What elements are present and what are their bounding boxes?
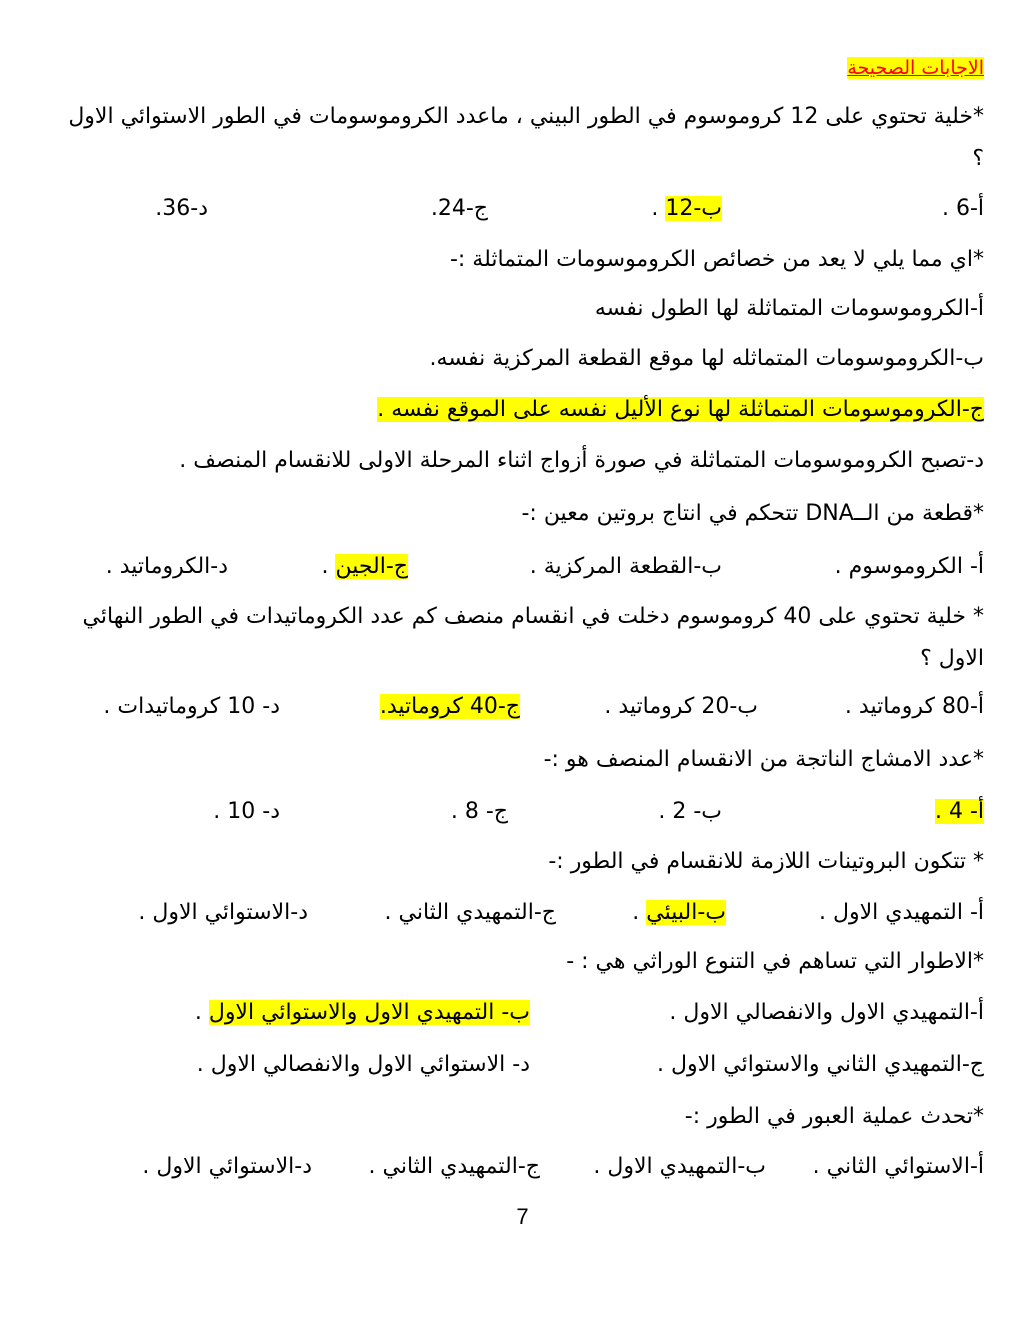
q1-option-b-dot: .	[651, 196, 666, 221]
q2-option-c-correct: ج-الكروموسومات المتماثلة لها نوع الأليل نفسه على الموقع نفسه .	[377, 397, 984, 422]
q5-option-d: د- 10 .	[213, 799, 280, 824]
page-number: 7	[516, 1204, 529, 1229]
q3-option-c-correct: ج-الجين	[335, 554, 408, 579]
q4-option-a: أ-80 كروماتيد .	[844, 694, 984, 719]
question-8-text: *تحدث عملية العبور في الطور :-	[684, 1104, 984, 1129]
q5-option-a-correct: أ- 4 .	[934, 799, 984, 824]
q8-option-c: ج-التمهيدي الثاني .	[368, 1154, 540, 1179]
question-3-text: *قطعة من الــDNA تتحكم في انتاج بروتين معين :-	[521, 501, 984, 526]
q7-option-a: أ-التمهيدي الاول والانفصالي الاول .	[669, 1000, 984, 1025]
q4-option-c-correct: ج-40 كروماتيد.	[379, 694, 520, 719]
q5-option-c: ج- 8 .	[450, 799, 508, 824]
q1-option-c: ج-24.	[430, 196, 488, 221]
q5-option-b: ب- 2 .	[658, 799, 722, 824]
q1-option-d: د-36.	[155, 196, 208, 221]
q7-option-b-dot: .	[194, 1000, 209, 1025]
q3-option-c	[321, 549, 408, 585]
question-2-text: *اي مما يلي لا يعد من خصائص الكروموسومات المتماثلة :-	[449, 247, 984, 272]
q6-option-d: د-الاستوائي الاول .	[138, 900, 308, 925]
q6-option-c: ج-التمهيدي الثاني .	[384, 900, 556, 925]
q3-option-b: ب-القطعة المركزية .	[529, 554, 722, 579]
q5-option-a	[935, 794, 984, 830]
q4-option-c	[380, 689, 520, 725]
q7-option-d: د- الاستوائي الاول والانفصالي الاول .	[196, 1052, 530, 1077]
q8-option-a: أ-الاستوائي الثاني .	[812, 1154, 984, 1179]
q4-option-b: ب-20 كروماتيد .	[604, 694, 758, 719]
q2-option-a: أ-الكروموسومات المتماثلة لها الطول نفسه	[594, 296, 984, 321]
question-4-text: * خلية تحتوي على 40 كروموسوم دخلت في انقسام منصف كم عدد الكروماتيدات في الطور النهائي الاول ؟	[82, 604, 984, 671]
q8-option-b: ب-التمهيدي الاول .	[593, 1154, 766, 1179]
question-6-text: * تتكون البروتينات اللازمة للانقسام في الطور :-	[548, 849, 984, 874]
q3-option-c-dot: .	[321, 554, 336, 579]
answers-title: الاجابات الصحيحة	[847, 57, 984, 79]
q6-option-b-dot: .	[632, 900, 647, 925]
q7-option-b-correct: ب- التمهيدي الاول والاستوائي الاول	[208, 1000, 530, 1025]
q3-option-a: أ- الكروموسوم .	[834, 554, 984, 579]
q6-option-a: أ- التمهيدي الاول .	[818, 900, 984, 925]
q3-option-d: د-الكروماتيد .	[105, 554, 228, 579]
answers-title-line	[60, 50, 984, 86]
q4-option-d: د- 10 كروماتيدات .	[103, 694, 280, 719]
q7-option-c: ج-التمهيدي الثاني والاستوائي الاول .	[656, 1052, 984, 1077]
q7-option-b	[195, 995, 530, 1031]
q8-option-d: د-الاستوائي الاول .	[142, 1154, 312, 1179]
q1-option-b	[651, 191, 722, 227]
q6-option-b	[632, 895, 726, 931]
q2-option-b: ب-الكروموسومات المتماثله لها موقع القطعة المركزية نفسه.	[429, 346, 984, 371]
question-5-text: *عدد الامشاج الناتجة من الانقسام المنصف هو :-	[543, 747, 984, 772]
question-7-text: *الاطوار التي تساهم في التنوع الوراثي هي : -	[566, 949, 984, 974]
q1-option-b-correct: ب-12	[665, 196, 722, 221]
q2-option-d: د-تصبح الكروموسومات المتماثلة في صورة أزواج اثناء المرحلة الاولى للانقسام المنصف .	[179, 448, 984, 473]
q2-option-c-line	[60, 392, 984, 428]
q1-option-a: أ-6 .	[941, 196, 984, 221]
question-1-text: *خلية تحتوي على 12 كروموسوم في الطور البيني ، ماعدد الكروموسومات في الطور الاستوائي الاول ؟	[68, 104, 984, 171]
q6-option-b-correct: ب-البيئي	[646, 900, 726, 925]
